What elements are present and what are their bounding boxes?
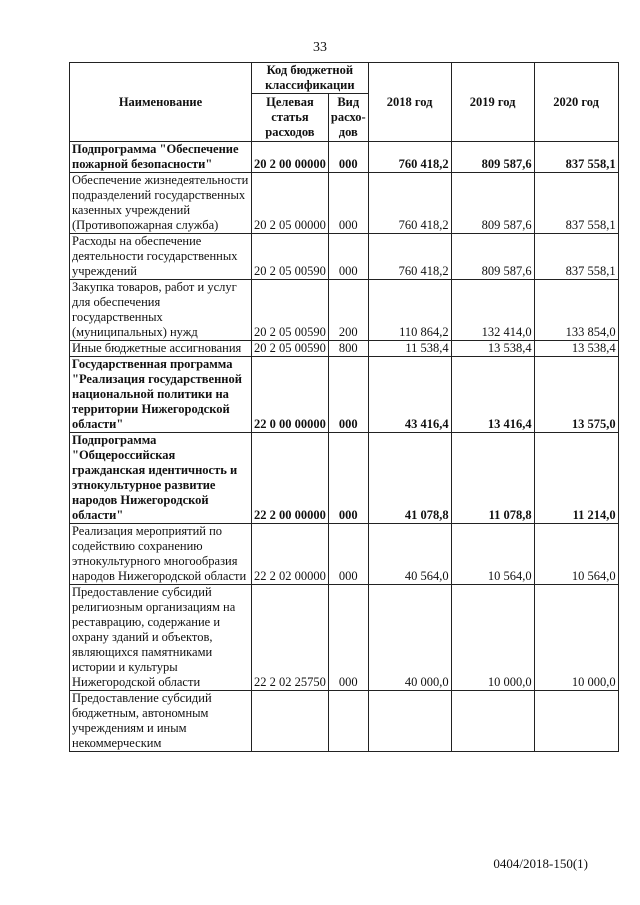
row-2020 [534, 691, 618, 752]
document-code: 0404/2018-150(1) [493, 856, 588, 871]
row-2020: 837 558,1 [534, 173, 618, 234]
row-2020: 10 564,0 [534, 524, 618, 585]
header-code-group: Код бюджетной классификации [252, 63, 369, 94]
header-vid: Вид расхо-дов [328, 94, 368, 142]
row-2018: 41 078,8 [368, 433, 451, 524]
table-row [70, 280, 619, 341]
row-2020: 133 854,0 [534, 280, 618, 341]
row-name: Государственная программа "Реализация государственной национальной политики на территории Нижегородской области" [70, 357, 252, 433]
row-name: Подпрограмма "Обеспечение пожарной безопасности" [70, 142, 252, 173]
row-2018: 40 000,0 [368, 585, 451, 691]
row-name: Расходы на обеспечение деятельности государственных учреждений [70, 234, 252, 280]
row-2020: 13 538,4 [534, 341, 618, 357]
row-code: 20 2 05 00590 [252, 280, 329, 341]
row-code: 22 2 02 00000 [252, 524, 329, 585]
row-code: 22 2 02 25750 [252, 585, 329, 691]
table-row [70, 357, 619, 433]
row-vid: 200 [328, 280, 368, 341]
row-2019: 809 587,6 [451, 234, 534, 280]
table-row [70, 234, 619, 280]
row-2020: 10 000,0 [534, 585, 618, 691]
table-row [70, 691, 619, 752]
budget-table [69, 62, 619, 752]
row-2018: 760 418,2 [368, 173, 451, 234]
row-2018: 43 416,4 [368, 357, 451, 433]
row-2019: 809 587,6 [451, 142, 534, 173]
header-name: Наименование [70, 63, 252, 142]
row-2019 [451, 691, 534, 752]
row-code [252, 691, 329, 752]
row-name: Подпрограмма "Общероссийская гражданская идентичность и этнокультурное развитие народов Нижегородской области" [70, 433, 252, 524]
row-2020: 13 575,0 [534, 357, 618, 433]
row-vid: 000 [328, 173, 368, 234]
table-row [70, 433, 619, 524]
row-name: Предоставление субсидий бюджетным, автономным учреждениям и иным некоммерческим [70, 691, 252, 752]
row-vid: 000 [328, 433, 368, 524]
row-name: Обеспечение жизнедеятельности подразделений государственных казенных учреждений (Противопожарная служба) [70, 173, 252, 234]
row-code: 20 2 05 00590 [252, 234, 329, 280]
row-vid [328, 691, 368, 752]
table-row [70, 585, 619, 691]
row-name: Предоставление субсидий религиозным организациям на реставрацию, содержание и охрану зданий и объектов, являющихся памятниками истории и культуры Нижегородской области [70, 585, 252, 691]
row-2018: 40 564,0 [368, 524, 451, 585]
table-row [70, 341, 619, 357]
page-number: 33 [313, 40, 327, 55]
row-2019: 13 416,4 [451, 357, 534, 433]
header-2020: 2020 год [534, 63, 618, 142]
header-target: Целевая статья расходов [252, 94, 329, 142]
row-vid: 000 [328, 142, 368, 173]
row-2020: 837 558,1 [534, 234, 618, 280]
table-row [70, 142, 619, 173]
row-2018: 110 864,2 [368, 280, 451, 341]
row-2018: 11 538,4 [368, 341, 451, 357]
header-2018: 2018 год [368, 63, 451, 142]
row-2019: 11 078,8 [451, 433, 534, 524]
row-code: 22 2 00 00000 [252, 433, 329, 524]
row-name: Реализация мероприятий по содействию сохранению этнокультурного многообразия народов Нижегородской области [70, 524, 252, 585]
table-row [70, 524, 619, 585]
row-2019: 132 414,0 [451, 280, 534, 341]
row-2019: 10 000,0 [451, 585, 534, 691]
row-2020: 837 558,1 [534, 142, 618, 173]
header-2019: 2019 год [451, 63, 534, 142]
table-header [70, 63, 619, 142]
row-2018 [368, 691, 451, 752]
row-name: Иные бюджетные ассигнования [70, 341, 252, 357]
table-row [70, 173, 619, 234]
row-2019: 13 538,4 [451, 341, 534, 357]
row-vid: 000 [328, 524, 368, 585]
row-vid: 000 [328, 234, 368, 280]
row-2020: 11 214,0 [534, 433, 618, 524]
row-2018: 760 418,2 [368, 234, 451, 280]
row-code: 22 0 00 00000 [252, 357, 329, 433]
row-code: 20 2 00 00000 [252, 142, 329, 173]
row-code: 20 2 05 00000 [252, 173, 329, 234]
row-2018: 760 418,2 [368, 142, 451, 173]
row-2019: 10 564,0 [451, 524, 534, 585]
row-code: 20 2 05 00590 [252, 341, 329, 357]
row-name: Закупка товаров, работ и услуг для обеспечения государственных (муниципальных) нужд [70, 280, 252, 341]
row-vid: 000 [328, 357, 368, 433]
row-vid: 000 [328, 585, 368, 691]
row-2019: 809 587,6 [451, 173, 534, 234]
row-vid: 800 [328, 341, 368, 357]
table-body [70, 142, 619, 752]
